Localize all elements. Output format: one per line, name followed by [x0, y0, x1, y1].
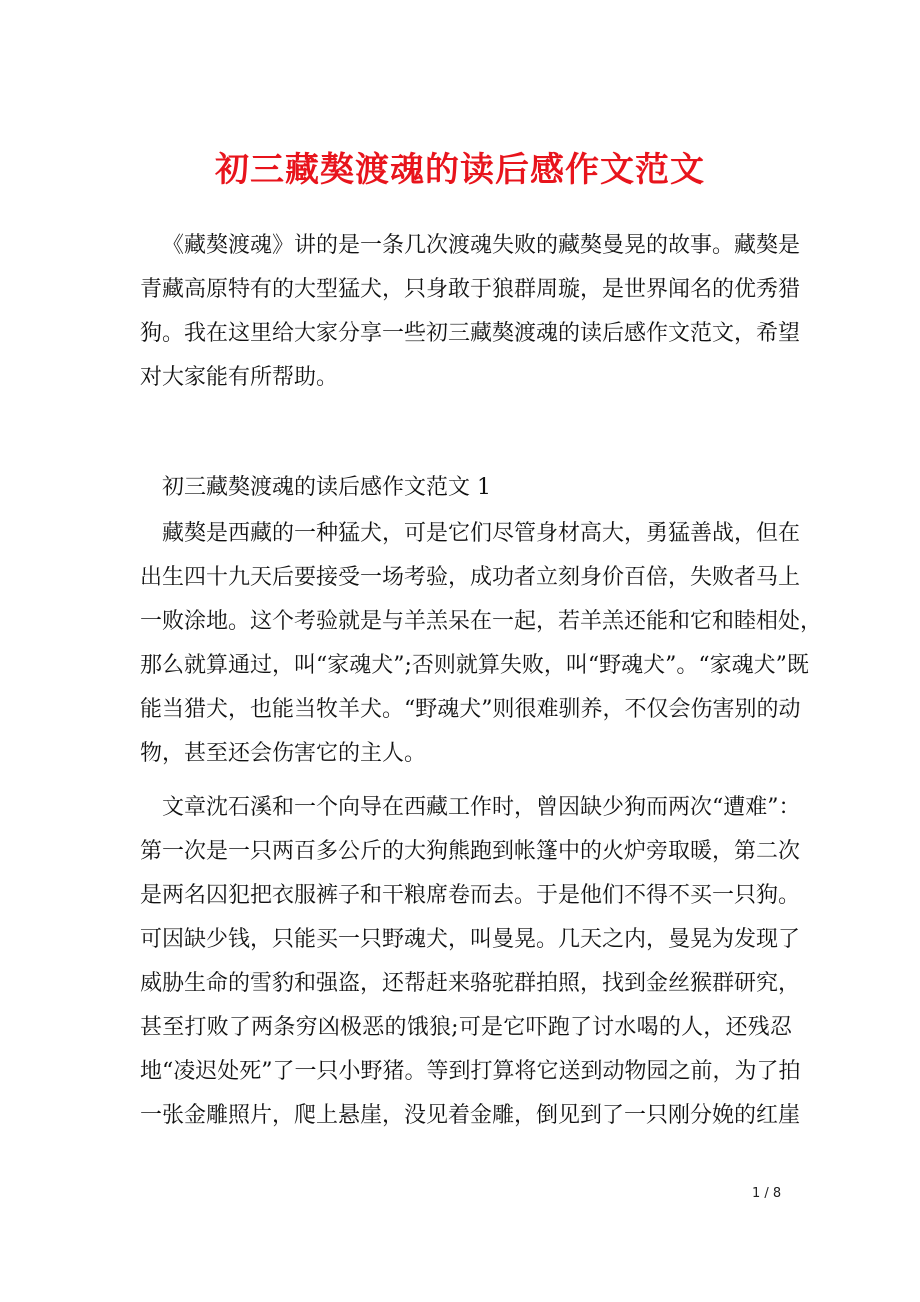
text-line: 一败涂地。这个考验就是与羊羔呆在一起，若羊羔还能和它和睦相处， — [140, 609, 823, 634]
text-line: 《藏獒渡魂》讲的是一条几次渡魂失败的藏獒曼晃的故事。藏獒是 — [162, 233, 801, 258]
text-line: 地“凌迟处死”了一只小野猪。等到打算将它送到动物园之前，为了拍 — [140, 1059, 801, 1084]
section-heading: 初三藏獒渡魂的读后感作文范文 1 — [162, 475, 491, 500]
text-line: 物，甚至还会伤害它的主人。 — [140, 741, 427, 766]
text-line: 出生四十九天后要接受一场考验，成功者立刻身价百倍，失败者马上 — [140, 565, 801, 590]
paragraph-1 — [140, 512, 823, 776]
text-line: 藏獒是西藏的一种猛犬，可是它们尽管身材高大，勇猛善战，但在 — [162, 521, 801, 546]
text-line: 对大家能有所帮助。 — [140, 365, 339, 390]
document-title: 初三藏獒渡魂的读后感作文范文 — [215, 150, 705, 190]
text-line: 第一次是一只两百多公斤的大狗熊跑到帐篷中的火炉旁取暖，第二次 — [140, 839, 801, 864]
paragraph-2 — [140, 786, 801, 1138]
text-line: 一张金雕照片，爬上悬崖，没见着金雕，倒见到了一只刚分娩的红崖 — [140, 1103, 801, 1128]
page-number: 1 / 8 — [752, 1186, 782, 1201]
text-line: 能当猎犬，也能当牧羊犬。“野魂犬”则很难驯养，不仅会伤害别的动 — [140, 697, 801, 722]
text-line: 威胁生命的雪豹和强盗，还帮赶来骆驼群拍照，找到金丝猴群研究， — [140, 971, 801, 996]
text-line: 青藏高原特有的大型猛犬，只身敢于狼群周璇，是世界闻名的优秀猎 — [140, 277, 801, 302]
text-line: 狗。我在这里给大家分享一些初三藏獒渡魂的读后感作文范文，希望 — [140, 321, 801, 346]
text-line: 文章沈石溪和一个向导在西藏工作时，曾因缺少狗而两次“遭难”： — [162, 795, 801, 820]
text-line: 是两名囚犯把衣服裤子和干粮席卷而去。于是他们不得不买一只狗。 — [140, 883, 801, 908]
intro-paragraph — [140, 224, 801, 400]
text-line: 可因缺少钱，只能买一只野魂犬，叫曼晃。几天之内，曼晃为发现了 — [140, 927, 801, 952]
text-line: 那么就算通过，叫“家魂犬”;否则就算失败，叫“野魂犬”。“家魂犬”既 — [140, 653, 809, 678]
text-line: 甚至打败了两条穷凶极恶的饿狼;可是它吓跑了讨水喝的人，还残忍 — [140, 1015, 792, 1040]
